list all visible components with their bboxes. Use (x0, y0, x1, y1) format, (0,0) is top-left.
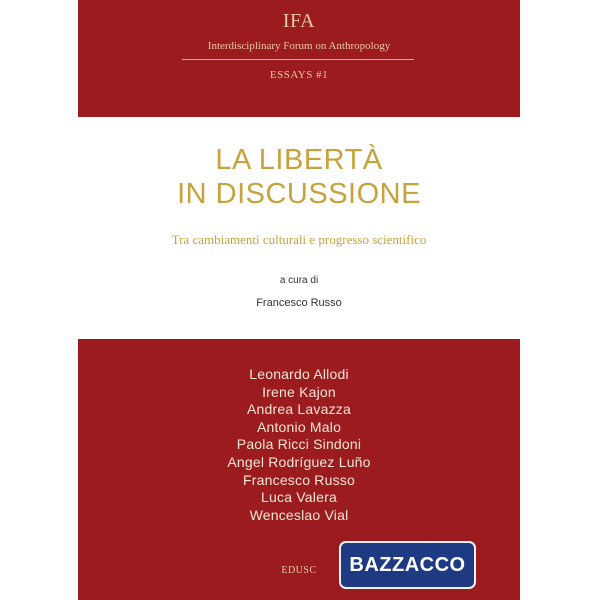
curated-by-label: a cura di (279, 275, 319, 286)
book-subtitle: Tra cambiamenti culturali e progresso scientifico (171, 232, 427, 247)
series-acronym: IFA (282, 10, 316, 32)
author-name: Francesco Russo (243, 471, 355, 488)
author-name: Irene Kajon (262, 383, 336, 400)
book-title-line-2: IN DISCUSSIONE (177, 178, 421, 210)
author-name: Angel Rodríguez Luño (227, 453, 371, 470)
store-badge: BAZZACCO (339, 541, 476, 589)
book-cover (78, 0, 520, 600)
publisher-name: EDUSC (281, 565, 317, 576)
author-name: Luca Valera (261, 489, 337, 506)
author-list (78, 366, 520, 524)
author-name: Leonardo Allodi (249, 366, 349, 382)
author-name: Andrea Lavazza (247, 401, 351, 418)
book-title (78, 143, 520, 211)
series-divider (182, 59, 414, 60)
series-volume: ESSAYS #1 (269, 69, 329, 81)
book-editor: Francesco Russo (256, 297, 342, 309)
author-name: Paola Ricci Sindoni (236, 436, 362, 453)
series-full-name: Interdisciplinary Forum on Anthropology (207, 40, 391, 52)
author-name: Antonio Malo (256, 418, 342, 435)
author-name: Wenceslao Vial (249, 506, 349, 523)
book-title-line-1: LA LIBERTÀ (215, 144, 383, 176)
